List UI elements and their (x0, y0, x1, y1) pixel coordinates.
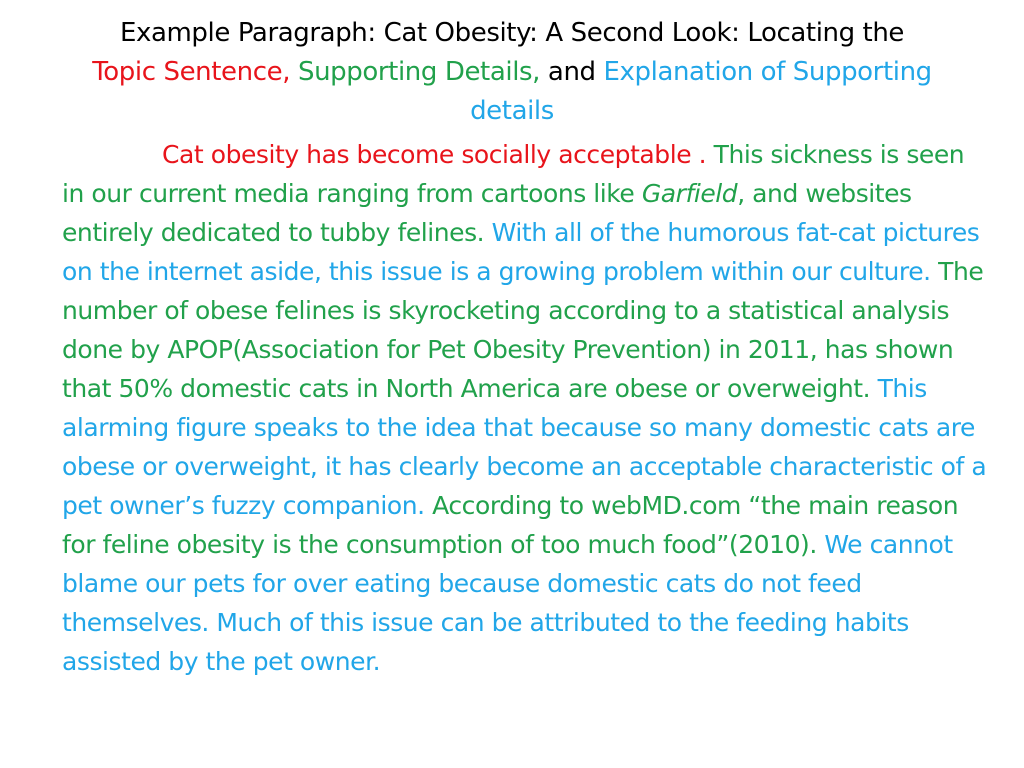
supporting-detail-1-text-b: , and websites entirely dedicated to tubby felines. (62, 179, 912, 247)
title-line-1: Example Paragraph: Cat Obesity: A Second Look: Locating the (119, 18, 905, 48)
supporting-detail-2: The number of obese felines is skyrocketing according to a statistical analysis done by APOP(Association for Pet Obesity Prevention) in 2011, has shown that 50% domestic cats in North America are obese or overweight. (62, 257, 984, 403)
title-explanation-label: Explanation of Supporting details (470, 57, 932, 126)
supporting-detail-1-text-a: This sickness is seen in our current media ranging from cartoons like (62, 140, 965, 208)
example-paragraph (62, 135, 992, 681)
supporting-detail-3: According to webMD.com “the main reason for feline obesity is the consumption of too much food”(2010). (62, 491, 959, 559)
garfield-title: Garfield (641, 179, 738, 208)
explanation-1: With all of the humorous fat-cat pictures on the internet aside, this issue is a growing problem within our culture. (62, 218, 980, 286)
explanation-3: We cannot blame our pets for over eating because domestic cats do not feed themselves. Much of this issue can be attributed to the feeding habits assisted by the pet owner. (62, 530, 953, 676)
title-supporting-details-label: Supporting Details, (297, 57, 541, 87)
topic-sentence: Cat obesity has become socially acceptable . (162, 140, 707, 169)
slide-title (60, 14, 964, 131)
title-and-label: and (547, 57, 596, 87)
title-topic-sentence-label: Topic Sentence, (92, 57, 291, 87)
explanation-2: This alarming figure speaks to the idea that because so many domestic cats are obese or overweight, it has clearly become an acceptable characteristic of a pet owner’s fuzzy companion. (62, 374, 987, 520)
